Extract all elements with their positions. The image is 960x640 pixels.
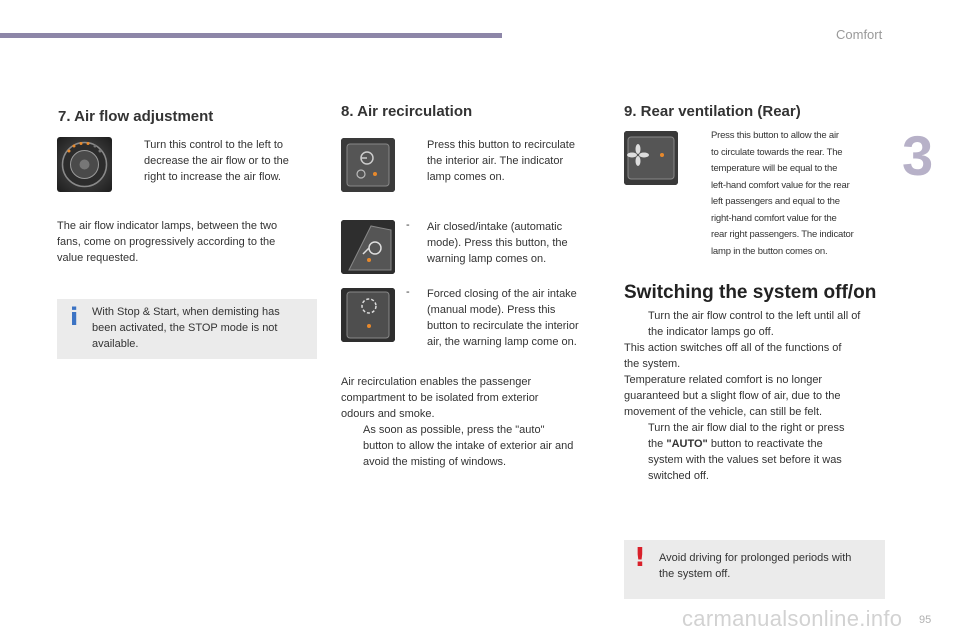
rear-ventilation-button-image	[624, 131, 678, 185]
forced-closing-button-image	[341, 288, 395, 342]
air-flow-dial-image	[57, 137, 112, 192]
air-intake-auto-button-image	[341, 220, 395, 274]
auto-label: "AUTO"	[666, 438, 708, 450]
forced-closing-text: Forced closing of the air intake (manual mode). Press this button to recirculate the interior air, the warning lamp come on.	[427, 288, 579, 348]
warning-text: Avoid driving for prolonged periods with the system off.	[659, 552, 852, 580]
heading-air-flow-adjustment: 7. Air flow adjustment	[58, 108, 214, 125]
recirculation-button-image	[341, 138, 395, 192]
page-number: 95	[919, 614, 932, 626]
switch-off-instruction: Turn the air flow control to the left until all of the indicator lamps go off.	[648, 310, 861, 338]
header-accent-bar	[0, 33, 502, 38]
chapter-number: 3	[902, 124, 934, 187]
rear-ventilation-instruction: Press this button to allow the air to circulate towards the rear. The temperature will be equal to the left-hand comfort value for the rear left passengers and equal to the right-hand comfort value for the rear right passengers. The indicator lamp in the button comes on.	[711, 130, 854, 257]
dash-marker: -	[406, 286, 410, 298]
air-closed-intake-text: Air closed/intake (automatic mode). Press this button, the warning lamp comes on.	[427, 221, 568, 265]
info-icon: i	[70, 303, 79, 331]
warning-icon: !	[634, 543, 646, 573]
heading-air-recirculation: 8. Air recirculation	[341, 103, 473, 120]
auto-button-instruction: As soon as possible, press the "auto" button to allow the intake of exterior air and avoid the misting of windows.	[363, 424, 574, 468]
watermark: carmanualsonline.info	[682, 606, 903, 631]
indicator-lamps-paragraph: The air flow indicator lamps, between the two fans, come on progressively according to the value requested.	[57, 220, 278, 264]
reactivate-instruction: Turn the air flow dial to the right or press the "AUTO" button to reactivate the system with the values set before it was switched off.	[648, 422, 845, 482]
switch-off-paragraph: This action switches off all of the functions of the system. Temperature related comfort is no longer guaranteed but a slight flow of air, due to the movement of the vehicle, can still be felt.	[624, 342, 842, 418]
recirculation-paragraph: Air recirculation enables the passenger compartment to be isolated from exterior odours and smoke.	[341, 376, 539, 420]
heading-rear-ventilation: 9. Rear ventilation (Rear)	[624, 103, 801, 120]
section-title: Comfort	[836, 27, 883, 42]
heading-switching-off-on: Switching the system off/on	[624, 282, 877, 303]
dash-marker: -	[406, 219, 410, 231]
recirculation-instruction: Press this button to recirculate the interior air. The indicator lamp comes on.	[427, 139, 575, 183]
air-flow-instruction: Turn this control to the left to decrease the air flow or to the right to increase the air flow.	[144, 139, 289, 183]
info-box-text: With Stop & Start, when demisting has been activated, the STOP mode is not available.	[92, 306, 280, 350]
